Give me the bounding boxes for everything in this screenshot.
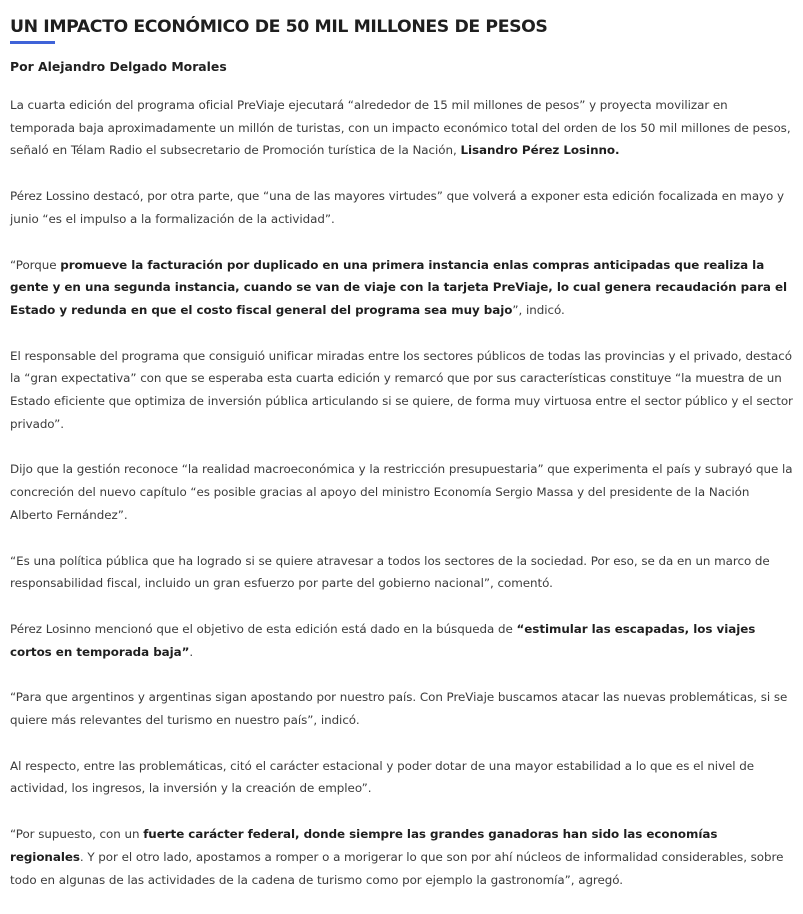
paragraph-4 [10,345,794,436]
paragraph-text: “Por supuesto, con un [10,827,144,842]
paragraph-text: ”, indicó. [512,302,565,317]
paragraph-text: Al respecto, entre las problemáticas, citó el carácter estacional y poder dotar de una mayor estabilidad a lo que es el nivel de actividad, los ingresos, la inversión y la creación de empleo”. [10,758,755,796]
paragraph-text: Pérez Lossino destacó, por otra parte, que “una de las mayores virtudes” que volverá a exponer esta edición focalizada en mayo y junio “es el impulso a la formalización de la actividad”. [10,189,784,226]
article [10,0,794,914]
paragraph-text: . [189,644,194,659]
paragraph-7 [10,618,794,663]
paragraph-2 [10,185,794,230]
paragraph-10 [10,823,794,891]
paragraph-text: Pérez Losinno mencionó que el objetivo de esta edición está dado en la búsqueda de [10,621,517,636]
paragraph-bold-text: “estimular las escapadas, los viajes cortos en temporada baja” [10,621,756,659]
article-body [10,94,794,891]
paragraph-text: . Y por el otro lado, apostamos a romper o a morigerar lo que son por ahí núcleos de informalidad considerables, sobre todo en algunas de las actividades de la cadena de turismo como por ejemplo la gastronomía”, agregó. [10,849,784,887]
paragraph-6 [10,550,794,595]
paragraph-5 [10,458,794,526]
paragraph-bold-text: Lisandro Pérez Losinno. [460,143,620,158]
paragraph-text: La cuarta edición del programa oficial PreViaje ejecutará “alrededor de 15 mil millones de pesos” y proyecta movilizar en temporada baja aproximadamente un millón de turistas, con un impacto económico total del orden de los 50 mil millones de pesos, señaló en Télam Radio el subsecretario de Promoción turística de la Nación, [10,98,791,158]
paragraph-bold-text: promueve la facturación por duplicado en una primera instancia enlas compras anticipadas que realiza la gente y en una segunda instancia, cuando se van de viaje con la tarjeta PreViaje, lo cual genera recaudación para el Estado y redunda en que el costo fiscal general del programa sea muy bajo [10,257,787,317]
paragraph-8 [10,686,794,731]
paragraph-bold-text: fuerte carácter federal, donde siempre las grandes ganadoras han sido las economías regionales [10,827,718,864]
paragraph-text: “Porque [10,257,61,272]
paragraph-text: Dijo que la gestión reconoce “la realidad macroeconómica y la restricción presupuestaria” que experimenta el país y subrayó que la concreción del nuevo capítulo “es posible gracias al apoyo del ministro Economía Sergio Massa y del presidente de la Nación Alberto Fernández”. [10,462,793,522]
article-byline: Por Alejandro Delgado Morales [10,59,227,74]
headline-accent-bar [10,41,55,44]
paragraph-text: “Para que argentinos y argentinas sigan apostando por nuestro país. Con PreViaje buscamos atacar las nuevas problemáticas, si se quiere más relevantes del turismo en nuestro país”, indicó. [10,690,788,728]
paragraph-text: “Es una política pública que ha logrado si se quiere atravesar a todos los sectores de la sociedad. Por eso, se da en un marco de responsabilidad fiscal, incluido un gran esfuerzo por parte del gobierno nacional”, comentó. [10,553,770,591]
article-headline: UN IMPACTO ECONÓMICO DE 50 MIL MILLONES DE PESOS [10,17,548,37]
paragraph-9 [10,755,794,800]
paragraph-3 [10,254,794,322]
paragraph-1 [10,94,794,162]
paragraph-text: El responsable del programa que consiguió unificar miradas entre los sectores públicos de todas las provincias y el privado, destacó la “gran expectativa” con que se esperaba esta cuarta edición y remarcó que por sus características constituye “la muestra de un Estado eficiente que optimiza de inversión pública articulando si se quiere, de forma muy virtuosa entre el sector público y el sector privado”. [10,348,793,431]
